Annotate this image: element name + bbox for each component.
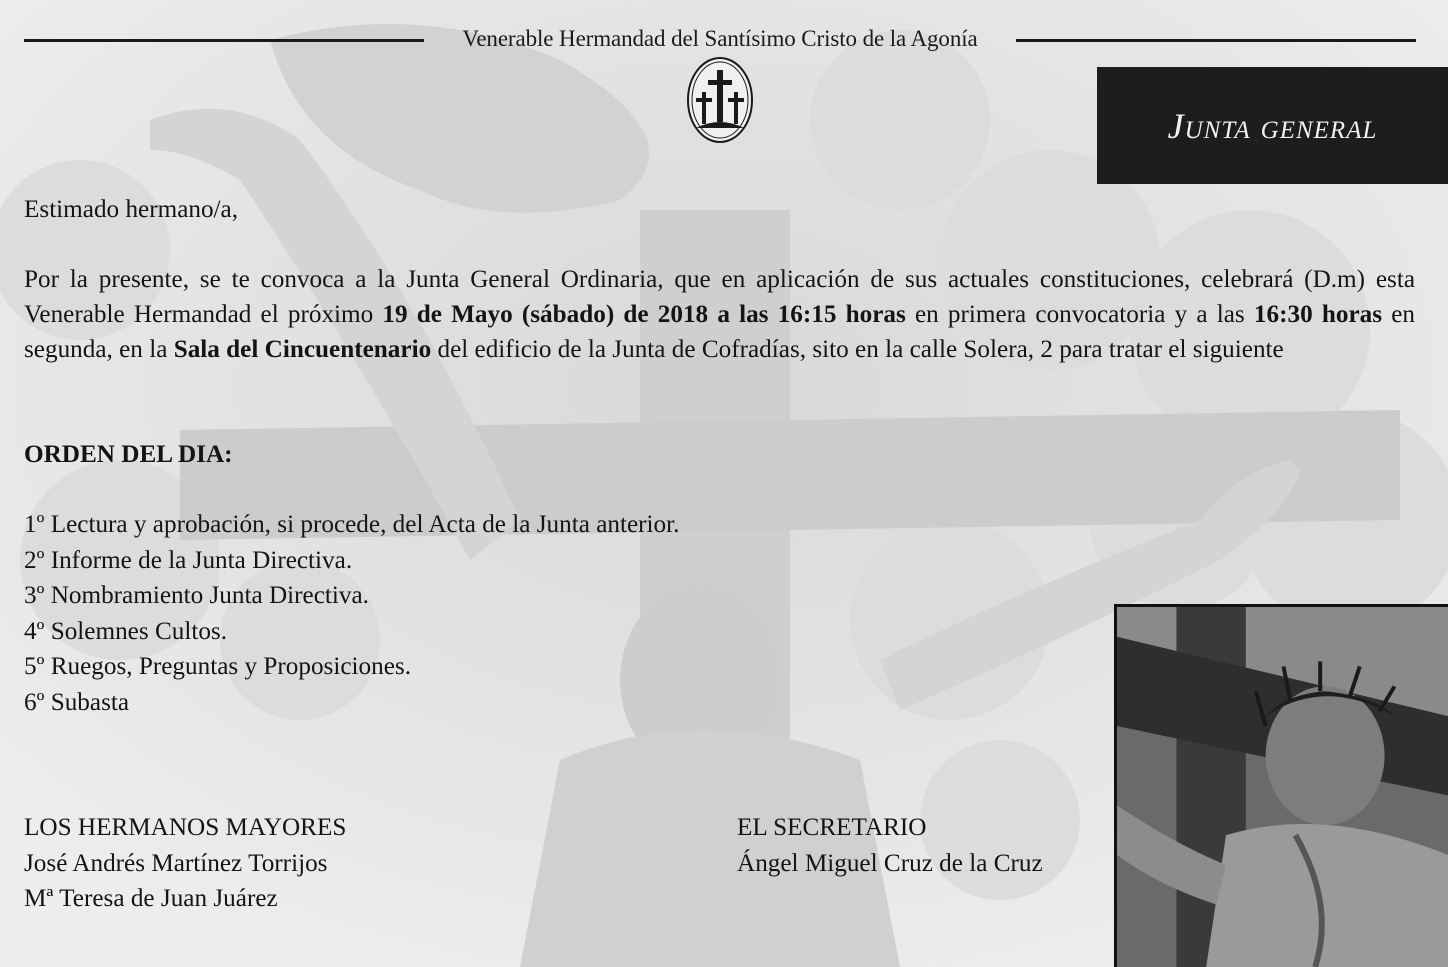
agenda-list: [24, 507, 679, 720]
greeting: Estimado hermano/a,: [24, 196, 239, 223]
agenda-item: 5º Ruegos, Preguntas y Proposiciones.: [24, 653, 411, 680]
signature-name: Mª Teresa de Juan Juárez: [24, 885, 278, 912]
signature-block-secretario: [737, 810, 1043, 881]
agenda-item: 3º Nombramiento Junta Directiva.: [24, 582, 369, 609]
second-call-time: 16:30 horas: [1253, 301, 1383, 328]
agenda-title: ORDEN DEL DIA:: [24, 441, 233, 468]
agenda-item: 6º Subasta: [24, 688, 130, 716]
paragraph-text: Por la presente, se te convoca a la Junta General Ordinaria, que en aplicación de sus actuales constituciones, celebrará (D.m) esta Venerable Hermandad el próximo: [24, 266, 1415, 328]
signature-block-hermanos-mayores: [24, 810, 346, 917]
section-title-box: [1097, 67, 1448, 184]
header-rule-right: [1016, 39, 1416, 42]
signature-role: EL SECRETARIO: [737, 814, 927, 841]
paragraph-text: del edificio de la Junta de Cofradías, sito en la calle Solera, 2 para tratar el siguiente: [431, 336, 1284, 363]
paragraph-text: en primera convocatoria y a las: [905, 301, 1254, 328]
organization-name: Venerable Hermandad del Santísimo Cristo de la Agonía: [462, 26, 978, 51]
agenda-item: 1º Lectura y aprobación, si procede, del Acta de la Junta anterior.: [24, 511, 680, 538]
header-rule-left: [24, 39, 424, 42]
convocation-paragraph: [24, 262, 1415, 367]
signature-name: Ángel Miguel Cruz de la Cruz: [737, 849, 1043, 877]
agenda-item: 2º Informe de la Junta Directiva.: [24, 546, 353, 574]
agenda-item: 4º Solemnes Cultos.: [24, 617, 228, 645]
meeting-venue: Sala del Cincuentenario: [173, 336, 432, 363]
three-crosses-emblem-icon: [686, 56, 754, 144]
signature-role: LOS HERMANOS MAYORES: [24, 814, 347, 841]
signature-name: José Andrés Martínez Torrijos: [24, 849, 328, 877]
paragraph-text: en segunda, en la: [24, 301, 1415, 363]
crucifix-photo: [1114, 604, 1448, 967]
meeting-date-time: 19 de Mayo (sábado) de 2018 a las 16:15 horas: [382, 301, 906, 328]
section-title: Junta general: [1167, 105, 1378, 146]
